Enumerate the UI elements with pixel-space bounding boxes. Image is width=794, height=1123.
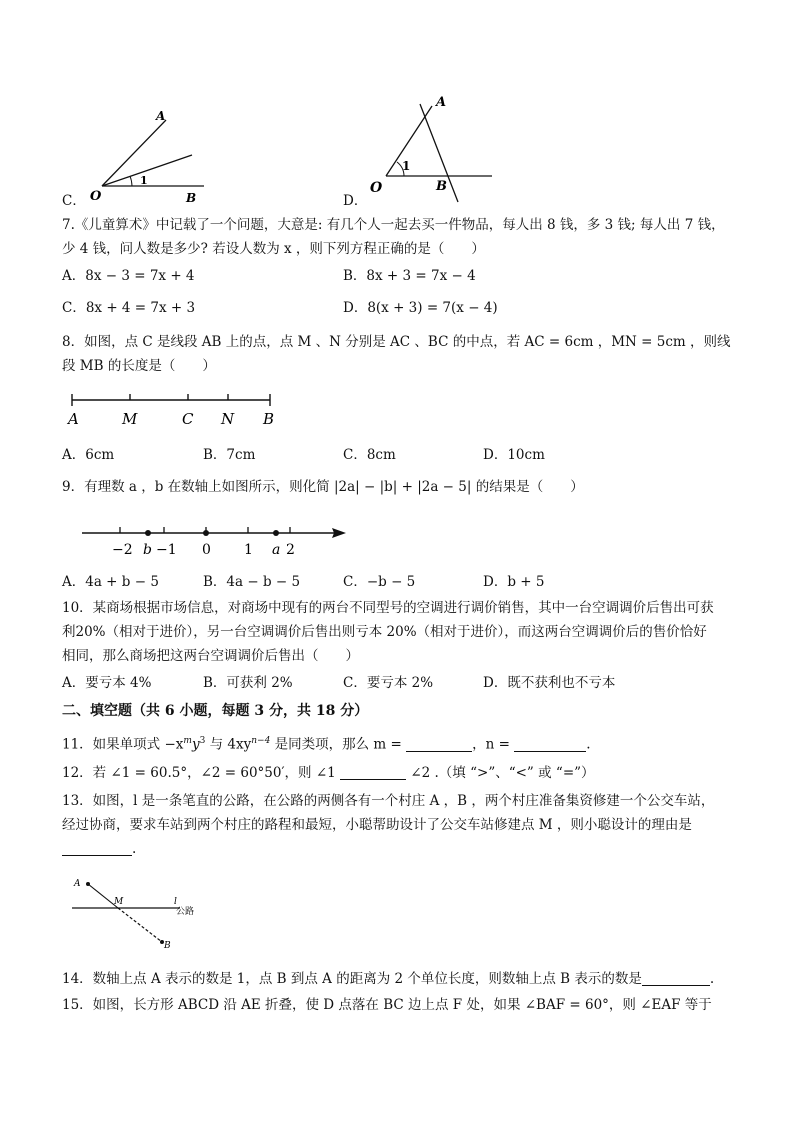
- q11-blank-n[interactable]: [514, 737, 586, 752]
- q7-stem-line1: 7.《儿童算术》中记载了一个问题，大意是: 有几个人一起去买一件物品，每人出 8 钱，多 3 钱; 每人出 7 钱，: [62, 217, 725, 233]
- q13-label-M: M: [114, 897, 124, 907]
- q6c-label-1: 1: [140, 174, 148, 187]
- q6-option-c-label: C．: [62, 193, 86, 209]
- q9-option-a: A．4a + b − 5: [62, 574, 159, 590]
- q14-prefix: 14．数轴上点 A 表示的数是 1，点 B 到点 A 的距离为 2 个单位长度，则数轴上点 B 表示的数是: [62, 971, 642, 987]
- q8-option-c: C．8cm: [343, 447, 396, 463]
- q11-mid4: ，n =: [472, 736, 510, 753]
- q13-label-road: 公路: [176, 907, 195, 917]
- q6-option-c-figure: [88, 100, 208, 208]
- q6d-label-B: B: [436, 179, 447, 194]
- q9-option-b: B．4a − b − 5: [203, 574, 301, 590]
- q10-option-c: C．要亏本 2%: [343, 675, 434, 691]
- q8-option-b: B．7cm: [203, 447, 256, 463]
- q12-prefix: 12．若 ∠1 = 60.5°，∠2 = 60°50′，则 ∠1: [62, 765, 336, 781]
- q13-road-figure: [70, 874, 212, 950]
- q7-option-d: D．8(x + 3) = 7(x − 4): [343, 300, 498, 316]
- q8-label-C: C: [182, 410, 194, 428]
- q11-suffix: .: [586, 736, 591, 753]
- q7-option-b: B．8x + 3 = 7x − 4: [343, 268, 476, 284]
- q8-label-A: A: [68, 410, 79, 428]
- q11-blank-m[interactable]: [406, 737, 472, 752]
- q11-exp-n4: n−4: [251, 736, 271, 746]
- q6-option-d-label: D．: [343, 193, 368, 209]
- section-2-heading: 二、填空题（共 6 小题，每题 3 分，共 18 分）: [62, 703, 369, 719]
- q6d-label-A: A: [436, 95, 447, 110]
- q14-stem: [62, 970, 714, 988]
- q6c-label-A: A: [156, 109, 166, 123]
- q13-label-A: A: [74, 879, 81, 889]
- q8-option-d: D．10cm: [483, 447, 545, 463]
- q6d-label-1: 1: [402, 159, 411, 173]
- q14-suffix: .: [709, 971, 715, 987]
- q13-label-B: B: [164, 941, 171, 950]
- q6d-label-O: O: [370, 180, 383, 196]
- q9-point-a: a: [272, 542, 281, 558]
- q9-stem: 9．有理数 a ，b 在数轴上如图所示，则化简 |2a| − |b| + |2a − 5| 的结果是（ ）: [62, 479, 584, 495]
- q9-tick-neg1: −1: [156, 542, 177, 558]
- q6c-label-B: B: [186, 191, 197, 205]
- q13-suffix: .: [132, 841, 137, 857]
- q13-label-l: l: [174, 897, 177, 907]
- q8-label-B: B: [263, 410, 275, 428]
- q10-stem-line1: 10．某商场根据市场信息，对商场中现有的两台不同型号的空调进行调价销售，其中一台空调调价后售出可获: [62, 600, 714, 616]
- q12-stem: [62, 764, 595, 782]
- q7-option-c: C．8x + 4 = 7x + 3: [62, 300, 196, 316]
- q6c-label-O: O: [90, 189, 102, 204]
- q10-option-a: A．要亏本 4%: [62, 675, 152, 691]
- q11-y: y: [191, 736, 200, 753]
- q9-tick-1: 1: [244, 542, 253, 558]
- q15-stem-line1: 15．如图，长方形 ABCD 沿 AE 折叠，使 D 点落在 BC 边上点 F 处，如果 ∠BAF = 60°，则 ∠EAF 等于: [62, 997, 712, 1013]
- q11-exp-3: 3: [199, 736, 206, 746]
- q7-option-a: A．8x − 3 = 7x + 4: [62, 268, 195, 284]
- q8-stem-line1: 8．如图，点 C 是线段 AB 上的点，点 M 、N 分别是 AC 、BC 的中点，若 AC = 6cm ，MN = 5cm ，则线: [62, 334, 731, 350]
- q9-tick-2: 2: [286, 542, 295, 558]
- q9-point-b: b: [143, 542, 152, 558]
- q9-number-line-figure: [78, 518, 350, 560]
- q8-stem-line2: 段 MB 的长度是（ ）: [62, 358, 216, 374]
- q9-option-c: C．−b − 5: [343, 574, 416, 590]
- q9-option-d: D．b + 5: [483, 574, 545, 590]
- q8-option-a: A．6cm: [62, 447, 115, 463]
- q11-exp-m: m: [183, 736, 192, 746]
- q8-segment-figure: [62, 388, 282, 430]
- q11-stem: [62, 732, 591, 754]
- q13-stem-line2: 经过协商，要求车站到两个村庄的路程和最短，小聪帮助设计了公交车站修建点 M ，则小聪设计的理由是: [62, 817, 692, 833]
- q11-mid2: 与 4xy: [205, 736, 252, 753]
- q6-option-d-figure: [366, 88, 496, 206]
- q9-tick-0: 0: [202, 542, 211, 558]
- q8-label-N: N: [221, 410, 235, 428]
- q13-blank[interactable]: [62, 841, 132, 856]
- q11-mid3: 是同类项，那么 m =: [270, 736, 402, 753]
- q14-blank[interactable]: [642, 971, 710, 986]
- q12-blank[interactable]: [340, 765, 406, 780]
- q11-prefix: 11．如果单项式 −x: [62, 736, 184, 753]
- q10-stem-line2: 利20%（相对于进价），另一台空调调价后售出则亏本 20%（相对于进价），而这两台空调调价后的售价恰好: [62, 624, 707, 640]
- q10-option-d: D．既不获利也不亏本: [483, 675, 616, 691]
- q13-stem-line3: [62, 840, 136, 858]
- q12-suffix: ∠2 .（填 “>”、“<” 或 “=”）: [410, 765, 595, 781]
- q8-label-M: M: [122, 410, 138, 428]
- q10-option-b: B．可获利 2%: [203, 675, 293, 691]
- q13-stem-line1: 13．如图，l 是一条笔直的公路，在公路的两侧各有一个村庄 A ，B ，两个村庄准备集资修建一个公交车站，: [62, 793, 715, 809]
- q9-tick-neg2: −2: [112, 542, 133, 558]
- q10-stem-line3: 相同，那么商场把这两台空调调价后售出（ ）: [62, 648, 359, 664]
- q7-stem-line2: 少 4 钱，问人数是多少? 若设人数为 x ，则下列方程正确的是（ ）: [62, 241, 485, 257]
